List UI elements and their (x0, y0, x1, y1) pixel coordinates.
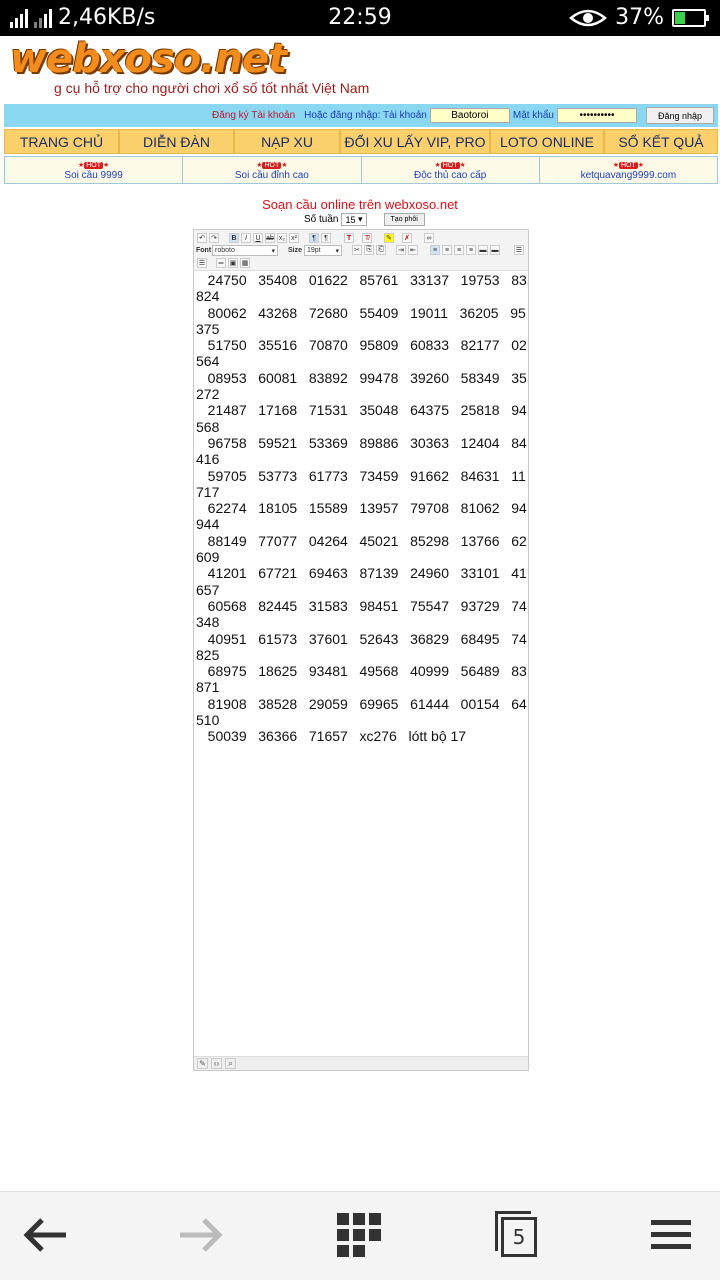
password-label: Mật khẩu (512, 110, 554, 121)
nav-loto-online[interactable]: LOTO ONLINE (490, 129, 604, 154)
text-line: 717 (196, 483, 220, 500)
block-icon[interactable]: ▬ (491, 246, 499, 254)
cut-icon[interactable]: ✂ (352, 245, 362, 255)
subnav-label: Soi cầu 9999 (64, 170, 123, 181)
size-label: Size (288, 247, 303, 254)
battery-icon (672, 9, 706, 27)
site-tagline: g cụ hỗ trợ cho người chơi xổ số tốt nhất Việt Nam (54, 80, 370, 96)
forward-button[interactable] (166, 1210, 236, 1260)
font-label: Font (196, 247, 212, 254)
text-line: 657 (196, 581, 220, 598)
week-row (304, 213, 425, 226)
username-input[interactable] (430, 108, 510, 123)
tab-count: 5 (501, 1217, 537, 1257)
text-line: 62274 18105 15589 13957 79708 81062 94 (196, 500, 527, 517)
nav-home[interactable]: TRANG CHỦ (4, 129, 119, 154)
text-line: 272 (196, 386, 220, 403)
table-icon[interactable]: ▦ (241, 260, 249, 267)
text-line: 871 (196, 679, 220, 696)
link-icon[interactable]: ∞ (424, 233, 434, 243)
apps-button[interactable] (324, 1210, 394, 1260)
preview-icon[interactable]: ⌕ (225, 1058, 236, 1069)
text-line: 24750 35408 01622 85761 33137 19753 83 (196, 272, 527, 288)
text-line: 510 (196, 712, 220, 729)
tabs-button[interactable] (482, 1210, 552, 1260)
text-line: 375 (196, 320, 220, 337)
login-button[interactable]: Đăng nhập (646, 107, 714, 124)
grid-icon (336, 1212, 382, 1258)
hot-badge: HOT (442, 162, 458, 169)
rich-text-editor (193, 229, 529, 1071)
site-logo[interactable]: webxoso.net (10, 36, 287, 82)
unordered-list-icon[interactable]: ☰ (198, 260, 206, 267)
clock: 22:59 (328, 5, 392, 30)
hot-badge: HOT (86, 162, 102, 169)
subscript-icon[interactable]: x₂ (278, 234, 286, 242)
nav-topup[interactable]: NẠP XU (234, 129, 340, 154)
text-color-icon[interactable]: T (344, 233, 354, 243)
italic-icon[interactable]: I (241, 233, 251, 243)
text-line: 50039 36366 71657 xc276 lótt bộ 17 (196, 728, 467, 745)
username-label: Hoặc đăng nhập: Tài khoản (304, 110, 427, 121)
hot-badge: HOT (264, 162, 280, 169)
nav-forum[interactable]: DIỄN ĐÀN (119, 129, 234, 154)
clear-format-icon[interactable]: T̸ (362, 233, 372, 243)
login-bar (4, 104, 718, 127)
text-line: 81908 38528 29059 69965 61444 00154 64 (196, 695, 527, 712)
text-line: 825 (196, 646, 220, 663)
back-button[interactable] (10, 1210, 80, 1260)
subnav-label: Soi cầu đỉnh cao (234, 170, 309, 181)
indent-icon[interactable]: ⇥ (396, 245, 406, 255)
image-icon[interactable]: ▣ (229, 260, 237, 267)
create-button[interactable]: Tạo phôi (384, 213, 425, 226)
text-line: 41201 67721 69463 87139 24960 33101 41 (196, 565, 527, 582)
status-right (569, 5, 706, 30)
text-line: 68975 18625 93481 49568 40999 56489 83 (196, 663, 527, 680)
register-link[interactable]: Đăng ký Tài khoản (211, 110, 296, 121)
password-input[interactable] (557, 108, 637, 123)
text-line: 51750 35516 70870 95809 60833 82177 02 (196, 337, 527, 354)
text-line: 564 (196, 353, 220, 370)
editor-toolbar (194, 230, 528, 271)
week-label: Số tuần (304, 214, 339, 225)
subnav-item-doc-thu[interactable]: ★ HOT ★ Độc thủ cao cấp (362, 157, 540, 183)
text-line: 568 (196, 418, 220, 435)
align-full-icon[interactable]: ▬ (479, 246, 487, 254)
superscript-icon[interactable]: x² (289, 233, 299, 243)
text-line: 59705 53773 61773 73459 91662 84631 11 (196, 467, 526, 484)
editor-footer (194, 1056, 528, 1070)
subnav-item-ketquavang[interactable]: ★ HOT ★ ketquavang9999.com (580, 162, 677, 181)
subnav-item-soi-cau-dinh-cao[interactable]: ★ HOT ★ Soi cầu đỉnh cao (183, 157, 361, 183)
redo-icon[interactable]: ↷ (209, 233, 219, 243)
text-line: 824 (196, 288, 220, 305)
text-line: 21487 17168 71531 35048 64375 25818 94 (196, 402, 527, 419)
text-line: 944 (196, 516, 220, 533)
text-line: 96758 59521 53369 89886 30363 12404 84 (196, 434, 527, 451)
nav-exchange-vip[interactable]: ĐỔI XU LẤY VIP, PRO (340, 129, 490, 154)
text-line: 88149 77077 04264 45021 85298 13766 62 (196, 532, 527, 549)
text-line: 416 (196, 451, 220, 468)
subnav-item-soi-cau-9999[interactable]: ★ HOT ★ Soi cầu 9999 (5, 157, 183, 183)
menu-button[interactable] (636, 1210, 706, 1260)
text-line: 80062 43268 72680 55409 19011 36205 95 (196, 304, 526, 321)
text-line: 348 (196, 614, 220, 631)
eye-icon (569, 8, 607, 28)
back-arrow-icon (20, 1215, 70, 1255)
hot-badge: HOT (620, 162, 636, 169)
sub-nav (4, 156, 718, 184)
font-select[interactable]: roboto ▾ (212, 245, 278, 256)
network-speed: 2,46KB/s (58, 5, 156, 30)
status-bar (0, 0, 720, 36)
subnav-label: ketquavang9999.com (580, 170, 677, 181)
copy-icon[interactable]: ⎘ (364, 245, 374, 255)
strikethrough-icon[interactable]: ab (266, 234, 274, 242)
remove-highlight-icon[interactable]: ✗ (402, 233, 412, 243)
menu-icon (651, 1219, 691, 1251)
align-justify-icon[interactable]: ≡ (466, 245, 476, 255)
tabs-icon (495, 1211, 539, 1259)
outdent-icon[interactable]: ⇤ (408, 245, 418, 255)
battery-percent: 37% (615, 5, 664, 30)
align-right-icon[interactable]: ≡ (454, 245, 464, 255)
page-title: Soạn cầu online trên webxoso.net (262, 197, 458, 212)
site-header (0, 36, 720, 104)
ordered-list-icon[interactable]: ☰ (515, 247, 523, 254)
rtl-icon[interactable]: ¶ (321, 233, 331, 243)
size-select[interactable]: 19pt ▾ (304, 245, 342, 256)
main-nav (4, 129, 718, 154)
browser-nav-bar (0, 1191, 720, 1280)
bold-icon[interactable]: B (229, 233, 239, 243)
week-select[interactable]: 15 ▾ (341, 213, 366, 226)
design-mode-icon[interactable]: ✎ (197, 1058, 208, 1069)
editor-content[interactable] (196, 272, 528, 745)
horizontal-rule-icon[interactable]: ═ (216, 258, 226, 268)
undo-icon[interactable]: ↶ (197, 233, 207, 243)
text-line: 609 (196, 549, 220, 566)
text-line: 60568 82445 31583 98451 75547 93729 74 (196, 597, 527, 614)
underline-icon[interactable]: U (253, 233, 263, 243)
subnav-label: Độc thủ cao cấp (413, 170, 487, 181)
forward-arrow-icon (176, 1215, 226, 1255)
text-line: 40951 61573 37601 52643 36829 68495 74 (196, 630, 527, 647)
align-left-icon[interactable]: ≡ (430, 245, 440, 255)
nav-results-book[interactable]: SỔ KẾT QUẢ (604, 129, 718, 154)
align-center-icon[interactable]: ≡ (442, 245, 452, 255)
highlight-icon[interactable]: ✎ (384, 233, 394, 243)
paste-icon[interactable]: ⎗ (376, 245, 386, 255)
ltr-icon[interactable]: ¶ (309, 233, 319, 243)
html-mode-icon[interactable]: ‹› (211, 1058, 222, 1069)
text-line: 08953 60081 83892 99478 39260 58349 35 (196, 369, 527, 386)
